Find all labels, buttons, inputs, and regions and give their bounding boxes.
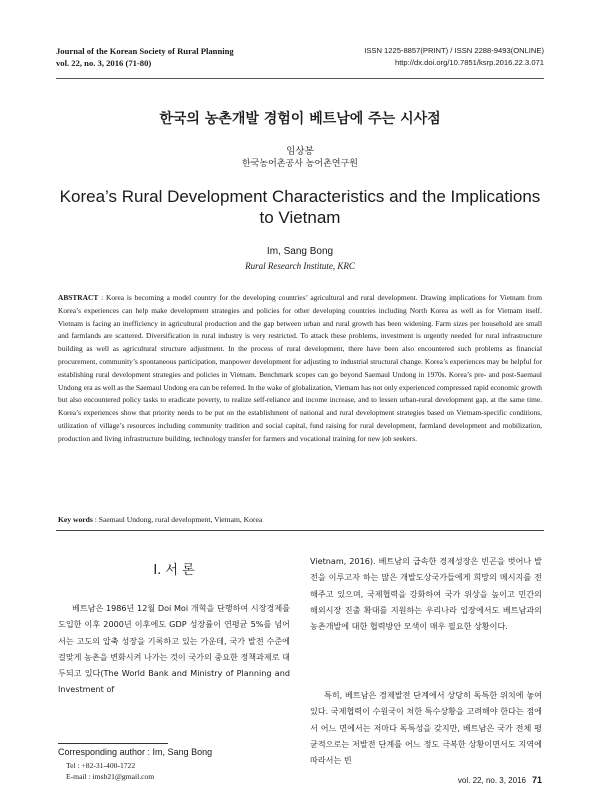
header-rule xyxy=(56,78,544,79)
keywords xyxy=(58,515,542,524)
footnote-rule xyxy=(58,743,168,744)
footnote-email[interactable]: E-mail : imsb21@gmail.com xyxy=(66,772,155,781)
abstract xyxy=(58,292,542,446)
keywords-separator: : xyxy=(92,515,99,524)
abstract-label: ABSTRACT xyxy=(58,293,99,302)
title-english: Korea’s Rural Development Characteristics and the Implications to Vietnam xyxy=(59,187,541,227)
doi-link[interactable]: http://dx.doi.org/10.7851/ksrp.2016.22.3.071 xyxy=(394,58,544,67)
section-title-introduction: I. 서 론 xyxy=(153,563,195,578)
body-paragraph-right-1: Vietnam, 2016). 베트남의 급속한 경제성장은 빈곤을 벗어나 발전을 이루고자 하는 많은 개발도상국가들에게 희망의 메시지를 전해주고 있으며, 국제협력을 강화하여 국가 위상을 높이고 민간의 해외시장 진출 확대를 지원하는 우리나라 입장에서도 베트남과의 농촌개발에 대한 협력방안 모색이 매우 필요한 상황이다. xyxy=(310,556,542,632)
footer-issue: vol. 22, no. 3, 2016 xyxy=(457,776,526,785)
footnote-tel: Tel : +82-31-400-1722 xyxy=(66,761,136,770)
author-english: Im, Sang Bong xyxy=(266,246,334,257)
page-footer xyxy=(458,775,542,785)
abstract-separator: : xyxy=(98,293,106,302)
author-korean: 임상봉 xyxy=(286,146,314,157)
keywords-label: Key words xyxy=(58,515,93,524)
affiliation-korean: 한국농어촌공사 농어촌연구원 xyxy=(242,159,358,169)
keywords-rule xyxy=(56,530,544,531)
body-paragraph-left: 베트남은 1986년 12월 Doi Moi 개혁을 단행하여 시장경제를 도입한 이후 2000년 이후에도 GDP 성장률이 연평균 5%를 넘어서는 고도의 압축 성장을 기록하고 있는 가운데, 국가 발전 수준에 걸맞게 농촌을 변화시켜 나가는 것이 국가의 중요한 정책과제로 대두되고 있다(The World Bank and Ministry of Planning and Investment of xyxy=(58,603,290,695)
journal-name: Journal of the Korean Society of Rural Planning xyxy=(56,46,234,56)
footnote-corresponding-author: Corresponding author : Im, Sang Bong xyxy=(58,747,213,757)
keywords-text: Saemaul Undong, rural development, Vietnam, Korea xyxy=(98,515,263,524)
issn-header xyxy=(364,45,544,69)
affiliation-english: Rural Research Institute, KRC xyxy=(245,261,355,271)
page-number: 71 xyxy=(531,775,542,785)
issn-text: ISSN 1225-8857(PRINT) / ISSN 2288-9493(ONLINE) xyxy=(364,46,544,55)
journal-header xyxy=(56,45,234,69)
journal-volume: vol. 22, no. 3, 2016 (71-80) xyxy=(56,58,152,68)
abstract-text: Korea is becoming a model country for the developing countries’ agricultural and rural development. Drawing implications for Vietnam from Korea’s experiences can help make development strategies and policies for other developing countries including North Korea as well as for Vietnam itself. Vietnam is facing an inefficiency in agricultural production and the gap between urban and rural growth has been widening. Farm sizes per household are small and farmlands are scattered. Diversification in rural industry is very restricted. To attack these problems, investment is urgently needed for rural infrastructure building as well as agricultural structure adjustment. In the process of rural development, there have been also encountered such problems as financial procurement, community’s spontaneous participation, manpower development for adjusting to industrial structural change. Korea’s experiences may be helpful for establishing rural development strategies and policies in Vietnam. Benchmark scopes can go beyond Saemaul Undong in 1970s. Korea’s pre- and post-Saemaul Undong era as well as the Saemaul Undong era can be referred. In the wake of globalization, Vietnam has not only experienced compressed rapid economic growth but also encountered policy tasks to eradicate poverty, to realize self-reliance and income increase, and to lessen urban-rural development gap, at the same time. Korea’s experiences show that priority needs to be put on the establishment of national and rural development strategies based on Vietnam-specific conditions, utilization of village’s resources including community tradition and social capital, fund raising for rural development, farmland development and mobilization, production and living infrastructure building, technology transfer for farmers and vocational training for new job seekers. xyxy=(58,293,542,443)
title-korean: 한국의 농촌개발 경험이 베트남에 주는 시사점 xyxy=(159,111,441,127)
body-paragraph-right-2: 특히, 베트남은 경제발전 단계에서 상당히 독특한 위치에 놓여 있다. 국제협력이 수원국이 처한 특수상황을 고려해야 한다는 점에서 어느 면에서는 저마다 독특성을 갖지만, 베트남은 국가 전체 평균적으로는 저발전 단계를 어느 정도 극복한 상황이면서도 지역에 따라서는 빈 xyxy=(310,690,542,766)
